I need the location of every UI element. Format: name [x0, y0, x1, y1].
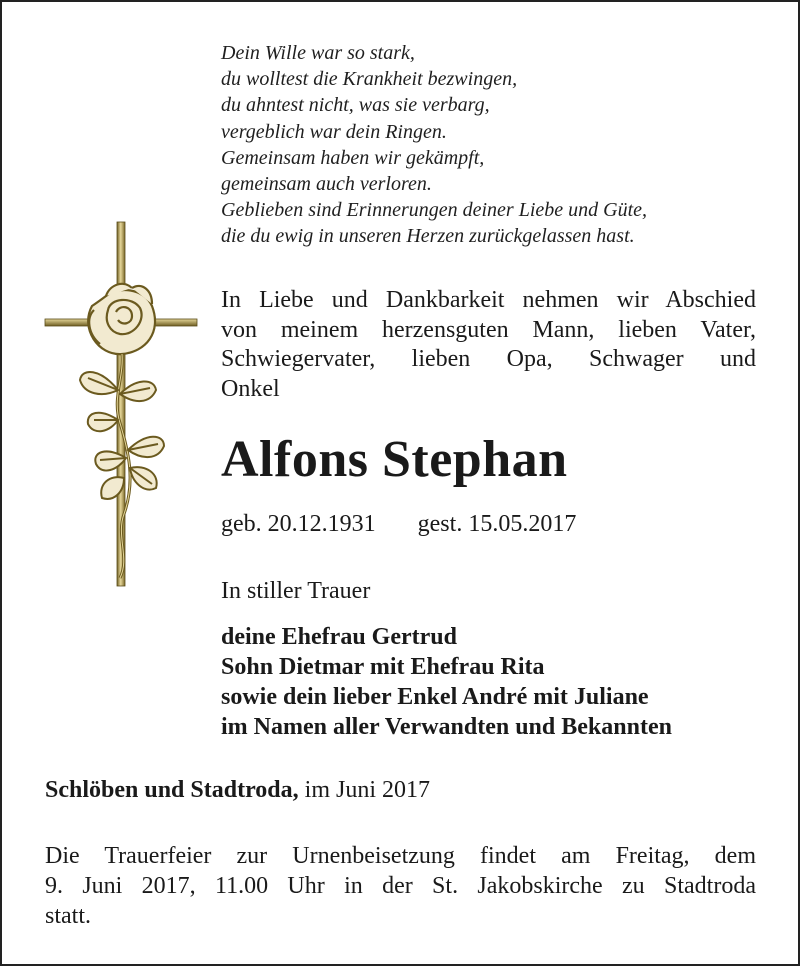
poem-line: du wolltest die Krankheit bezwingen,: [221, 68, 518, 91]
intro-line: In Liebe und Dankbarkeit nehmen wir Abschied: [221, 287, 756, 313]
intro-line: von meinem herzensguten Mann, lieben Vater,: [221, 316, 756, 343]
notice-line: statt.: [45, 903, 91, 929]
place-and-date: [45, 775, 430, 805]
deceased-name: Alfons Stephan: [221, 431, 568, 488]
death-date: gest. 15.05.2017: [417, 511, 577, 537]
poem-line: Gemeinsam haben wir gekämpft,: [221, 146, 485, 169]
notice-line: Die Trauerfeier zur Urnenbeisetzung findet am Freitag, dem: [45, 843, 756, 869]
birth-date: geb. 20.12.1931: [221, 511, 376, 537]
mourning-phrase: In stiller Trauer: [221, 578, 371, 604]
mourner-line: sowie dein lieber Enkel André mit Juliane: [221, 684, 649, 710]
funeral-notice: [45, 841, 756, 931]
poem-line: vergeblich war dein Ringen.: [221, 120, 447, 143]
intro-line: Onkel: [221, 375, 280, 402]
poem-line: gemeinsam auch verloren.: [221, 173, 432, 196]
life-dates: [221, 509, 576, 539]
intro-line: Schwiegervater, lieben Opa, Schwager und: [221, 346, 756, 372]
poem-line: Dein Wille war so stark,: [221, 42, 415, 64]
cross-with-rose-icon: [40, 218, 205, 588]
poem-line: Geblieben sind Erinnerungen deiner Liebe und Güte,: [221, 199, 648, 222]
place-date: im Juni 2017: [298, 777, 430, 803]
mourner-line: deine Ehefrau Gertrud: [221, 624, 457, 650]
mourners-list: [221, 622, 672, 742]
intro-text: [221, 286, 756, 404]
mourner-line: Sohn Dietmar mit Ehefrau Rita: [221, 654, 545, 680]
poem: [221, 40, 781, 250]
poem-line: die du ewig in unseren Herzen zurückgelassen hast.: [221, 225, 635, 248]
notice-line: 9. Juni 2017, 11.00 Uhr in der St. Jakobskirche zu Stadtroda: [45, 873, 756, 899]
place-name: Schlöben und Stadtroda,: [45, 777, 299, 803]
mourner-line: im Namen aller Verwandten und Bekannten: [221, 714, 672, 740]
poem-line: du ahntest nicht, was sie verbarg,: [221, 94, 490, 117]
